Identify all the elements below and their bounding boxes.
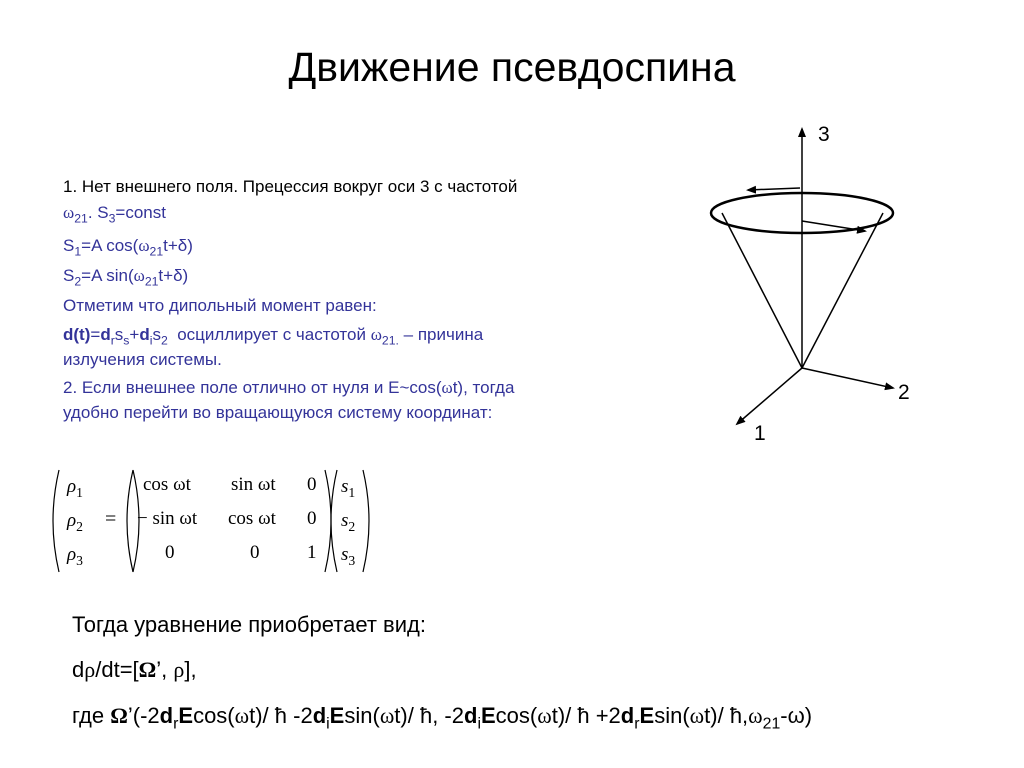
- text: t+δ): [158, 266, 189, 285]
- matrix-cell: sin ωt: [231, 474, 276, 495]
- text: s: [341, 544, 349, 565]
- omega-capital-symbol: Ω: [110, 703, 128, 728]
- subscript: r: [173, 715, 179, 733]
- rotation-arrow-front: [802, 221, 865, 231]
- rho-3: [67, 544, 83, 566]
- matrix-cell: 1: [307, 542, 317, 563]
- equals-sign: =: [105, 508, 117, 530]
- omega-symbol: ω: [370, 325, 382, 344]
- dipole-note: Отметим что дипольный момент равен:: [63, 296, 377, 315]
- text: t), тогда: [452, 378, 515, 397]
- text: ’,: [156, 657, 174, 682]
- subscript: s: [123, 333, 130, 348]
- cone-right-edge: [802, 213, 883, 368]
- rotation-arrow-top: [748, 188, 800, 190]
- axis-1-label: 1: [754, 422, 766, 445]
- subscript: 2: [160, 333, 168, 348]
- text: -ω): [780, 703, 813, 728]
- text: d: [159, 703, 174, 728]
- paragraph-1: [63, 177, 517, 197]
- axis-2-line: [802, 368, 893, 388]
- matrix-cell: − sin ωt: [137, 508, 198, 529]
- subscript: 3: [76, 552, 83, 568]
- subscript: i: [477, 715, 481, 733]
- axis-3-label: 3: [818, 123, 830, 146]
- matrix-cell: cos ωt: [228, 508, 276, 529]
- axis-1-line: [737, 368, 802, 424]
- text: E: [480, 703, 496, 728]
- s-3: [341, 544, 355, 566]
- subscript: i: [326, 715, 330, 733]
- subscript: 2: [76, 518, 83, 534]
- rho-2: [67, 510, 83, 532]
- matrix-cell: cos ωt: [143, 474, 191, 495]
- text: =const: [115, 203, 166, 222]
- cone-left-edge: [722, 213, 802, 368]
- subscript: 21: [149, 244, 164, 259]
- slide-title: Движение псевдоспина: [288, 44, 736, 90]
- text: s: [114, 325, 124, 344]
- subscript: 1: [76, 484, 83, 500]
- then-line: Тогда уравнение приобретает вид:: [72, 612, 426, 637]
- text: d: [312, 703, 327, 728]
- subscript: 2: [74, 274, 82, 289]
- text: S: [63, 266, 75, 285]
- text: E: [329, 703, 345, 728]
- text: cos(: [193, 703, 235, 728]
- text: d: [463, 703, 478, 728]
- text: – причина: [398, 325, 484, 344]
- no-field-text: 1. Нет внешнего поля. Прецессия вокруг оси 3 с частотой: [63, 177, 518, 196]
- text: t)/ ħ,: [704, 703, 749, 728]
- omega-symbol: ω: [63, 203, 75, 222]
- matrix-cell: 0: [250, 542, 260, 563]
- text: d: [72, 657, 85, 682]
- text: ’(-2: [127, 703, 160, 728]
- text: t)/ ħ, -2: [394, 703, 464, 728]
- matrix-brackets: [45, 466, 375, 576]
- s3-const-line: [63, 203, 166, 226]
- subscript: 21: [762, 715, 781, 733]
- text: /dt=[: [95, 657, 139, 682]
- s-2: [341, 510, 355, 532]
- omega-capital-symbol: Ω: [138, 657, 157, 682]
- axis-2-label: 2: [898, 381, 910, 404]
- subscript: 3: [108, 211, 116, 226]
- text: =: [90, 325, 101, 344]
- text: cos(: [495, 703, 538, 728]
- text: t+δ): [163, 236, 193, 255]
- omega-symbol: ω: [441, 378, 453, 397]
- text: E: [639, 703, 655, 728]
- text: ρ: [67, 476, 77, 497]
- text: d: [620, 703, 635, 728]
- text: ],: [184, 657, 197, 682]
- text: d: [100, 325, 111, 344]
- text: =A sin(: [81, 266, 134, 285]
- text: ρ: [67, 544, 77, 565]
- subscript: 21: [74, 211, 88, 226]
- omega-symbol: ω: [138, 236, 150, 255]
- text: +: [129, 325, 140, 344]
- text: t)/ ħ +2: [551, 703, 621, 728]
- rho-symbol: ρ: [84, 657, 96, 682]
- paragraph-2: [63, 378, 514, 398]
- text: 2. Если внешнее поле отлично от нуля и E~cos(: [63, 378, 442, 397]
- drho-equation: [72, 657, 197, 683]
- text: s: [341, 510, 349, 531]
- radiation-line: излучения системы.: [63, 350, 222, 369]
- text: ρ: [67, 510, 77, 531]
- omega-symbol: ω: [379, 703, 395, 728]
- text: sin(: [344, 703, 380, 728]
- omega-symbol: ω: [133, 266, 145, 285]
- subscript: i: [149, 333, 153, 348]
- omega-symbol: ω: [234, 703, 250, 728]
- text: S: [63, 236, 75, 255]
- dipole-equation: [63, 325, 484, 348]
- text: . S: [87, 203, 109, 222]
- omega-symbol: ω: [748, 703, 763, 728]
- text: d(t): [63, 325, 91, 344]
- matrix-cell: 0: [165, 542, 175, 563]
- text: s: [152, 325, 161, 344]
- subscript: 2: [348, 518, 356, 534]
- text: =A cos(: [81, 236, 139, 255]
- rotation-matrix-equation: [45, 466, 375, 576]
- subscript: 21: [144, 274, 159, 289]
- text: s: [341, 476, 349, 497]
- rho-symbol: ρ: [173, 657, 185, 682]
- text: t)/ ħ -2: [249, 703, 313, 728]
- s-1: [341, 476, 355, 498]
- text: где: [72, 703, 111, 728]
- text: sin(: [654, 703, 690, 728]
- omega-definition: [72, 703, 813, 733]
- paragraph-2-cont: удобно перейти во вращающуюся систему координат:: [63, 403, 493, 422]
- matrix-cell: 0: [307, 474, 317, 495]
- text: осциллирует с частотой: [177, 325, 366, 344]
- omega-symbol: ω: [689, 703, 705, 728]
- rho-1: [67, 476, 83, 498]
- matrix-cell: 0: [307, 508, 317, 529]
- text: E: [178, 703, 194, 728]
- s1-equation: [63, 236, 193, 259]
- subscript: r: [110, 333, 115, 348]
- subscript: 3: [348, 552, 356, 568]
- omega-symbol: ω: [537, 703, 552, 728]
- text: d: [139, 325, 150, 344]
- subscript: 21.: [381, 333, 399, 348]
- subscript: 1: [348, 484, 356, 500]
- subscript: r: [634, 715, 640, 733]
- subscript: 1: [74, 244, 82, 259]
- s2-equation: [63, 266, 189, 289]
